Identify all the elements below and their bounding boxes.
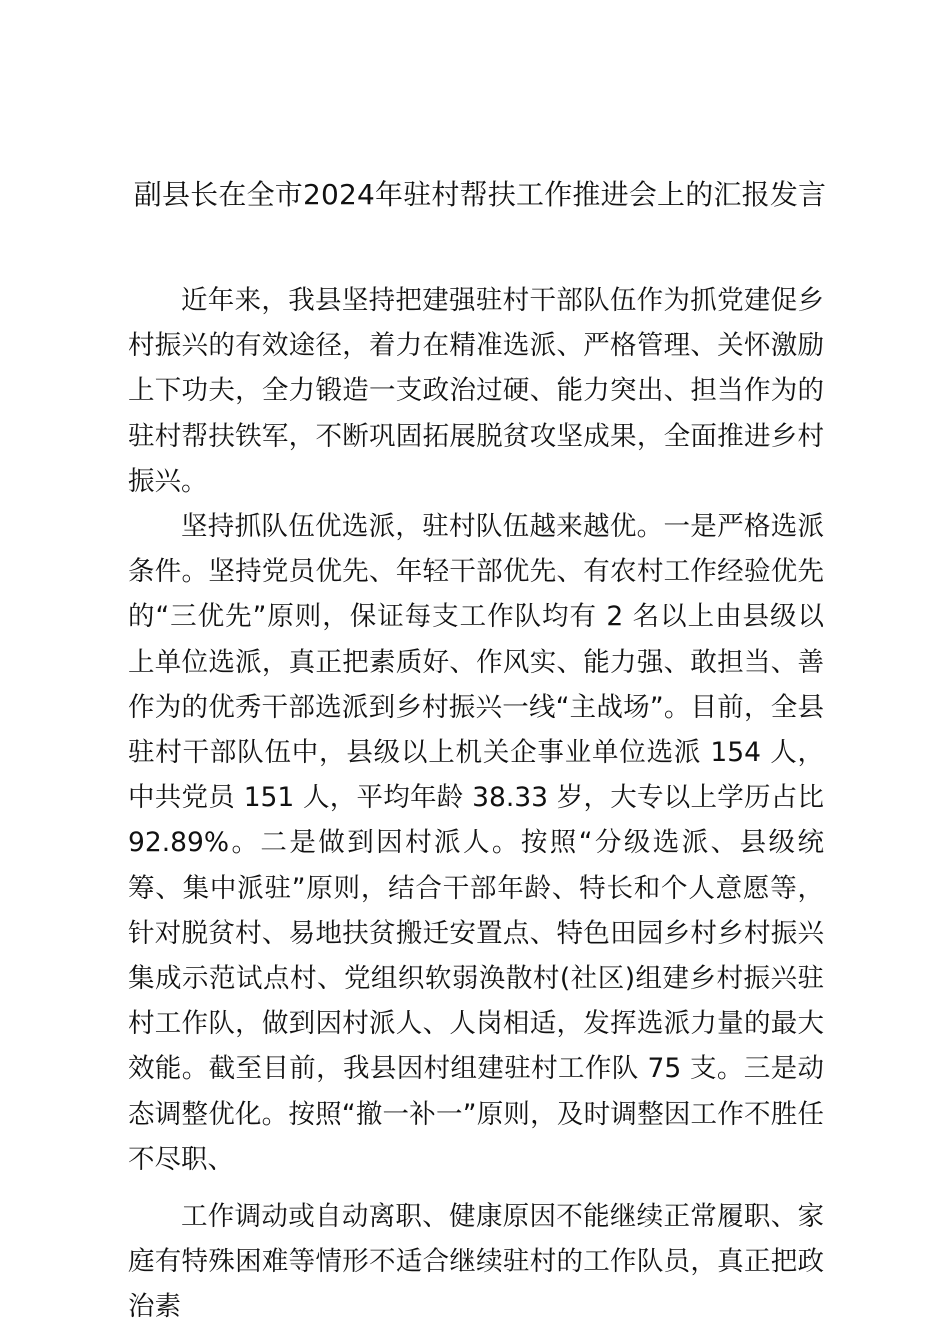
paragraph-continuation: 工作调动或自动离职、健康原因不能继续正常履职、家庭有特殊困难等情形不适合继续驻村的工作队员，真正把政治素 <box>128 1201 824 1323</box>
document-body <box>128 278 824 1330</box>
document-title: 副县长在全市2024年驻村帮扶工作推进会上的汇报发言 <box>133 178 827 211</box>
paragraph-intro: 近年来，我县坚持把建强驻村干部队伍作为抓党建促乡村振兴的有效途径，着力在精准选派、严格管理、关怀激励上下功夫，全力锻造一支政治过硬、能力突出、担当作为的驻村帮扶铁军，不断巩固拓展脱贫攻坚成果，全面推进乡村振兴。 <box>128 285 824 497</box>
paragraph-selection: 坚持抓队伍优选派，驻村队伍越来越优。一是严格选派条件。坚持党员优先、年轻干部优先、有农村工作经验优先的“三优先”原则，保证每支工作队均有 2 名以上由县级以上单位选派，真正把素质好、作风实、能力强、敢担当、善作为的优秀干部选派到乡村振兴一线“主战场”。目前，全县驻村干部队伍中，县级以上机关企事业单位选派 154 人，中共党员 151 人，平均年龄 38.33 岁，大专以上学历占比 92.89%。二是做到因村派人。按照“分级选派、县级统筹、集中派驻”原则，结合干部年龄、特长和个人意愿等，针对脱贫村、易地扶贫搬迁安置点、特色田园乡村乡村振兴集成示范试点村、党组织软弱涣散村(社区)组建乡村振兴驻村工作队，做到因村派人、人岗相适，发挥选派力量的最大效能。截至目前，我县因村组建驻村工作队 75 支。三是动态调整优化。按照“撤一补一”原则，及时调整因工作不胜任不尽职、 <box>128 511 824 1175</box>
